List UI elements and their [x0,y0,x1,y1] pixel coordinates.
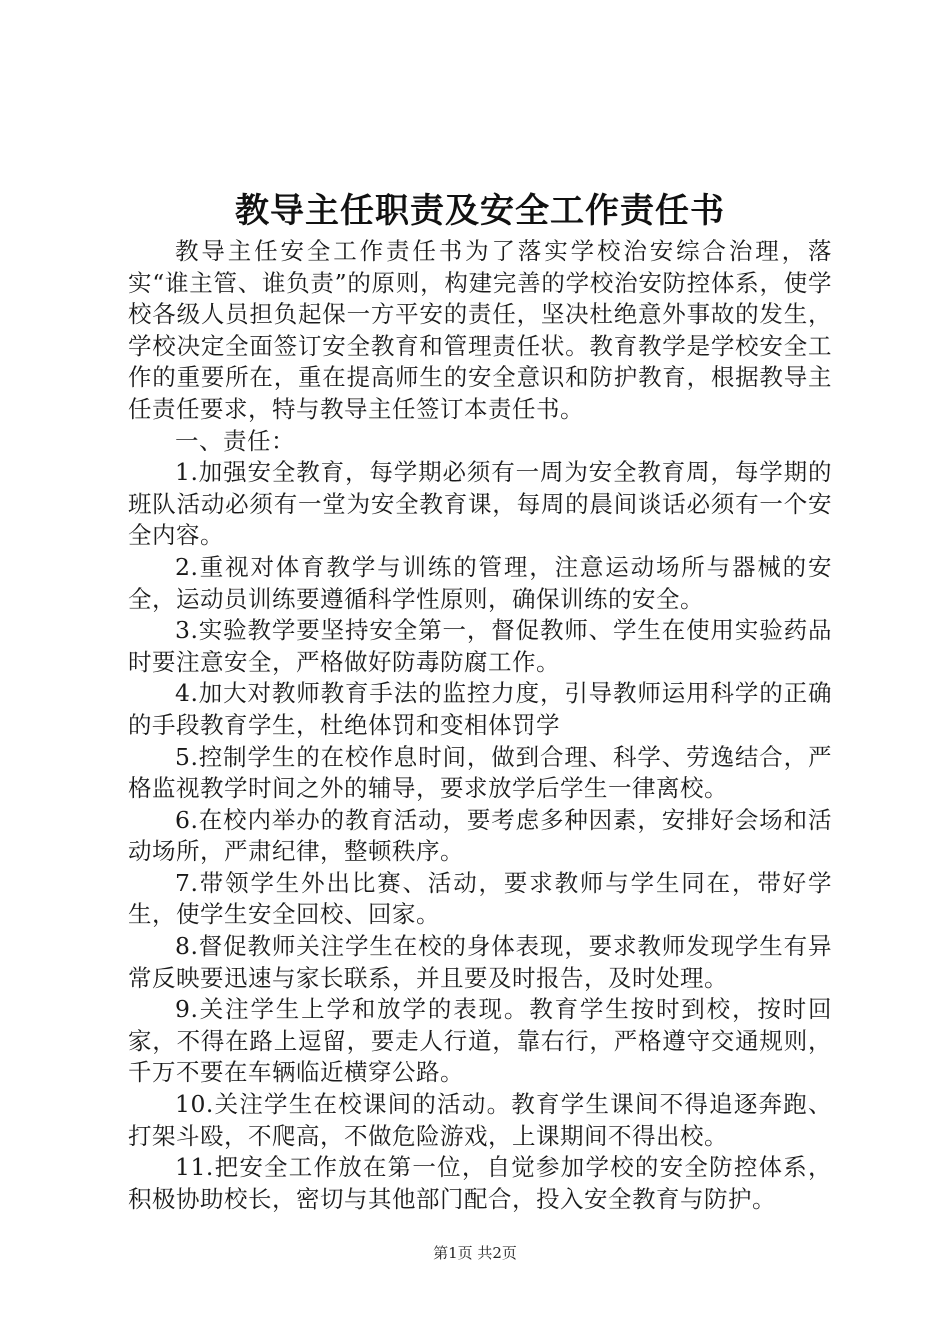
responsibility-item-6: 6.在校内举办的教育活动，要考虑多种因素，安排好会场和活动场所，严肃纪律，整顿秩序。 [128,805,832,866]
document-body [128,236,832,1215]
responsibility-item-9: 9.关注学生上学和放学的表现。教育学生按时到校，按时回家，不得在路上逗留，要走人行道，靠右行，严格遵守交通规则，千万不要在车辆临近横穿公路。 [128,995,832,1087]
responsibility-item-2: 2.重视对体育教学与训练的管理，注意运动场所与器械的安全，运动员训练要遵循科学性原则，确保训练的安全。 [128,552,832,613]
responsibility-item-11: 11.把安全工作放在第一位，自觉参加学校的安全防控体系，积极协助校长，密切与其他部门配合，投入安全教育与防护。 [128,1153,832,1213]
responsibility-item-10: 10.关注学生在校课间的活动。教育学生课间不得追逐奔跑、打架斗殴，不爬高，不做危险游戏，上课期间不得出校。 [128,1090,832,1150]
document-title: 教导主任职责及安全工作责任书 [235,191,725,231]
intro-paragraph: 教导主任安全工作责任书为了落实学校治安综合治理，落实“谁主管、谁负责”的原则，构建完善的学校治安防控体系，使学校各级人员担负起保一方平安的责任，坚决杜绝意外事故的发生，学校决定全面签订安全教育和管理责任状。教育教学是学校安全工作的重要所在，重在提高师生的安全意识和防护教育，根据教导主任责任要求，特与教导主任签订本责任书。 [128,237,832,423]
section-heading-responsibility: 一、责任： [175,426,295,455]
responsibility-item-4: 4.加大对教师教育手法的监控力度，引导教师运用科学的正确的手段教育学生，杜绝体罚和变相体罚学 [128,679,832,739]
responsibility-item-5: 5.控制学生的在校作息时间，做到合理、科学、劳逸结合，严格监视教学时间之外的辅导，要求放学后学生一律离校。 [128,742,832,803]
page-number-footer: 第1页 共2页 [433,1244,517,1262]
responsibility-item-8: 8.督促教师关注学生在校的身体表现，要求教师发现学生有异常反映要迅速与家长联系，并且要及时报告，及时处理。 [128,932,832,992]
responsibility-item-1: 1.加强安全教育，每学期必须有一周为安全教育周，每学期的班队活动必须有一堂为安全教育课，每周的晨间谈话必须有一个安全内容。 [128,458,832,550]
responsibility-item-3: 3.实验教学要坚持安全第一，督促教师、学生在使用实验药品时要注意安全，严格做好防毒防腐工作。 [128,616,832,676]
responsibility-item-7: 7.带领学生外出比赛、活动，要求教师与学生同在，带好学生，使学生安全回校、回家。 [128,868,832,929]
document-page [128,0,832,1215]
